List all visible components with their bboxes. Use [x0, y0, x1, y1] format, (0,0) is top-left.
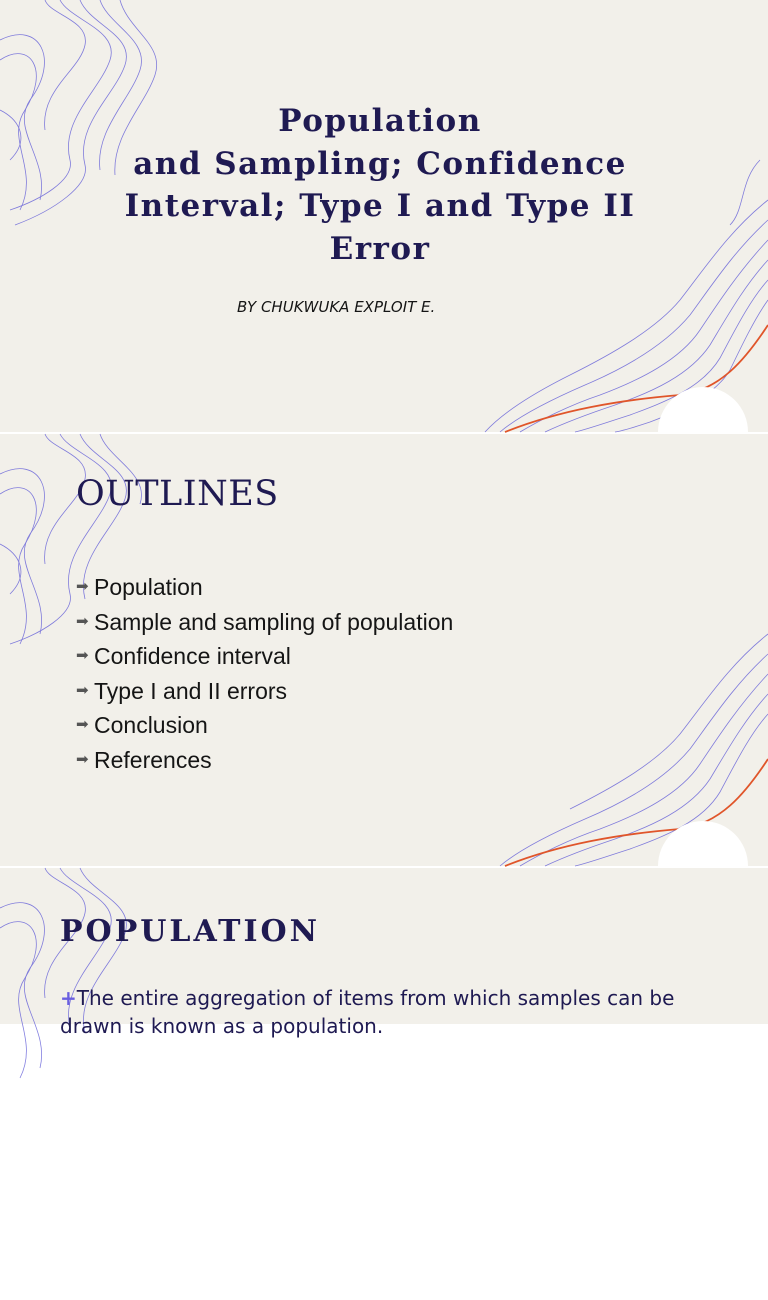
- list-item-label: Conclusion: [94, 712, 208, 738]
- slide-title-line: and Sampling; Confidence: [133, 145, 627, 182]
- plus-icon: +: [60, 986, 77, 1010]
- list-item: [76, 743, 453, 778]
- list-item: [76, 708, 453, 743]
- slide-title: POPULATION: [60, 914, 321, 949]
- list-item-label: References: [94, 746, 212, 773]
- arrow-right-icon: ➡: [76, 612, 89, 630]
- author-byline: BY CHUKWUKA EXPLOIT E.: [237, 298, 436, 316]
- slide-title: [120, 100, 640, 270]
- outline-list: [76, 570, 453, 777]
- list-item: [76, 605, 453, 640]
- arrow-right-icon: ➡: [76, 647, 89, 664]
- bullet-paragraph: [60, 984, 720, 1040]
- slide-title-line: Error: [329, 230, 431, 267]
- arrow-right-icon: ➡: [76, 681, 89, 699]
- title-slide: [0, 0, 768, 432]
- outlines-slide: [0, 434, 768, 866]
- slide-title-line: Population: [278, 103, 482, 139]
- bullet-text: The entire aggregation of items from which samples can be drawn is known as a population.: [60, 986, 675, 1038]
- slide-title-line: Interval; Type I and Type II: [124, 188, 636, 224]
- list-item: [76, 639, 453, 674]
- slide-title: OUTLINES: [76, 474, 279, 514]
- list-item-label: Confidence interval: [94, 643, 291, 669]
- population-slide: [0, 868, 768, 1038]
- arrow-right-icon: ➡: [76, 750, 89, 768]
- list-item: [76, 570, 453, 605]
- list-item-label: Sample and sampling of population: [94, 608, 454, 635]
- list-item: [76, 674, 453, 709]
- arrow-right-icon: ➡: [76, 716, 89, 733]
- arrow-right-icon: ➡: [76, 578, 89, 595]
- list-item-label: Type I and II errors: [94, 677, 288, 704]
- list-item-label: Population: [94, 574, 203, 600]
